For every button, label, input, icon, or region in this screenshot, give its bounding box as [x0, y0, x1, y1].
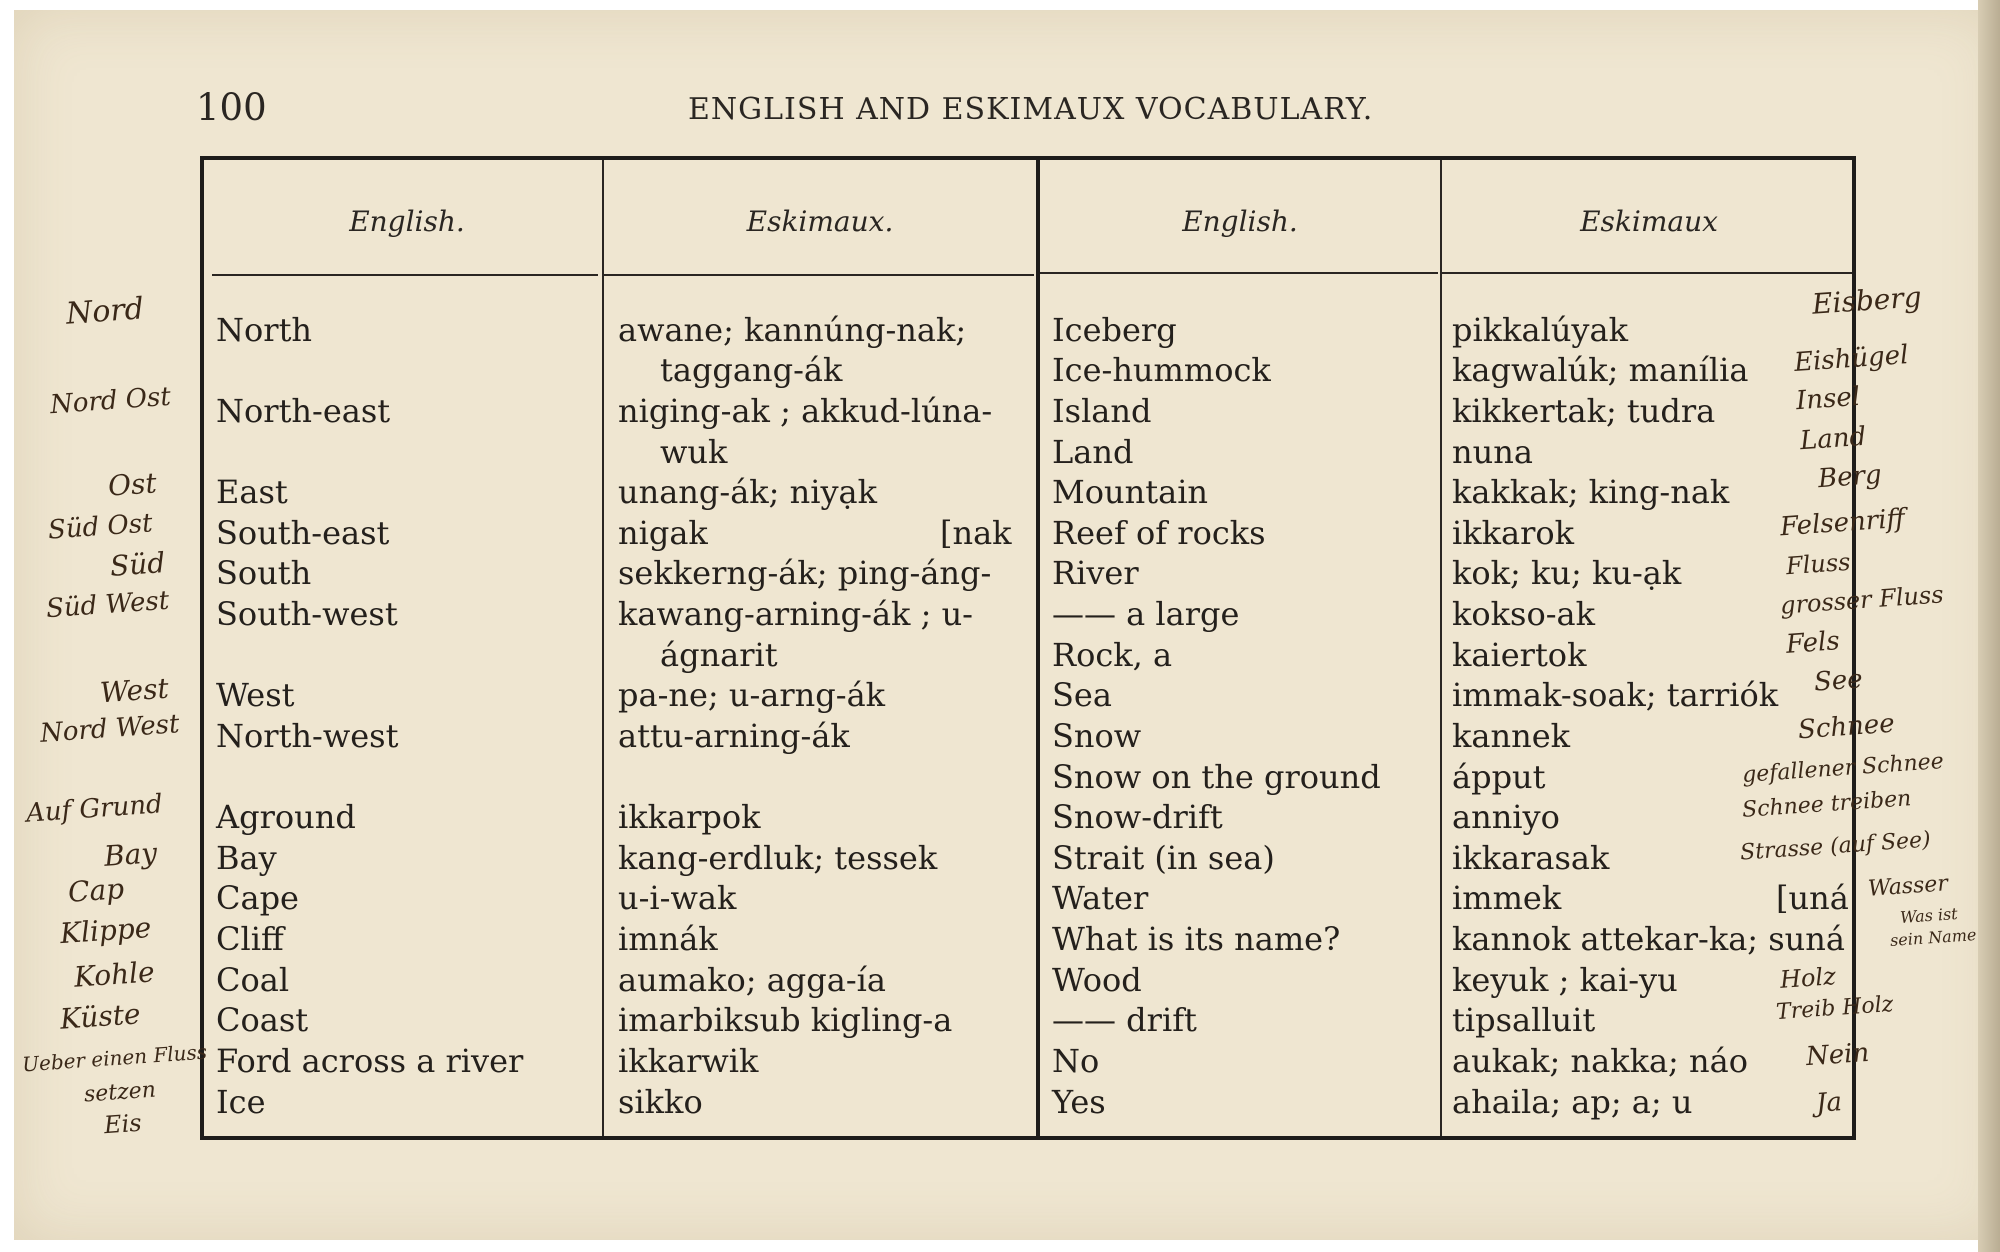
handwritten-note: grosser Fluss [1779, 580, 1945, 620]
list-item: kikkertak; tudra [1452, 392, 1716, 430]
handwritten-note: Süd Ost [47, 508, 154, 546]
list-item: anniyo [1452, 798, 1560, 836]
list-item: attu-arning-ák [618, 717, 850, 755]
list-item: immak-soak; tarriók [1452, 676, 1779, 714]
list-item: pikkalúyak [1452, 311, 1628, 349]
list-item: South-east [216, 514, 390, 552]
handwritten-note: Nord Ost [49, 381, 172, 421]
list-item: keyuk ; kai-yu [1452, 961, 1678, 999]
list-item: South [216, 554, 312, 592]
header-rule [604, 274, 1034, 276]
list-item: Coal [216, 961, 290, 999]
list-item: —— a large [1052, 595, 1240, 633]
list-item: Cliff [216, 920, 284, 958]
list-item: Land [1052, 433, 1134, 471]
list-item: immek [1452, 879, 1562, 917]
handwritten-note: Fluss [1785, 547, 1852, 581]
list-item: River [1052, 554, 1139, 592]
handwritten-note: Fels [1785, 626, 1841, 660]
list-item: —— drift [1052, 1001, 1197, 1039]
list-item: nuna [1452, 433, 1533, 471]
list-item: Bay [216, 839, 277, 877]
list-item: No [1052, 1042, 1100, 1080]
handwritten-note: Auf Grund [25, 789, 164, 829]
list-item: Ford across a river [216, 1042, 524, 1080]
list-item: Strait (in sea) [1052, 839, 1275, 877]
column-divider [602, 160, 604, 1136]
list-item: Cape [216, 879, 299, 917]
list-item: Reef of rocks [1052, 514, 1266, 552]
list-item: West [216, 676, 295, 714]
handwritten-note: Berg [1817, 459, 1883, 495]
list-item: kaiertok [1452, 636, 1587, 674]
handwritten-note: Cap [66, 872, 126, 909]
list-item: pa-ne; u-arng-ák [618, 676, 886, 714]
list-item: Ice [216, 1083, 266, 1121]
handwritten-note: Treib Holz [1775, 991, 1895, 1026]
page-edge [1978, 0, 2000, 1252]
handwritten-note: Eishügel [1793, 340, 1910, 378]
center-divider [1036, 160, 1040, 1136]
list-item: [nak [940, 514, 1012, 552]
handwritten-note: Felsenriff [1779, 503, 1906, 543]
list-item: taggang-ák [660, 351, 843, 389]
list-item: ikkarasak [1452, 839, 1610, 877]
list-item: kawang-arning-ák ; u- [618, 595, 973, 633]
header-eskimaux-1: Eskimaux. [746, 205, 894, 238]
handwritten-note: Eisberg [1810, 280, 1923, 321]
list-item: Mountain [1052, 473, 1209, 511]
list-item: imarbiksub kigling-a [618, 1001, 953, 1039]
handwritten-note: Was ist [1899, 904, 1959, 927]
handwritten-note: Eis [103, 1108, 143, 1140]
handwritten-note: Nein [1805, 1037, 1871, 1073]
handwritten-note: Holz [1779, 962, 1837, 994]
list-item: Water [1052, 879, 1149, 917]
list-item: [uná [1776, 879, 1849, 917]
list-item: ikkarok [1452, 514, 1575, 552]
list-item: Yes [1052, 1083, 1106, 1121]
list-item: nigak [618, 514, 708, 552]
handwritten-note: Süd [108, 546, 167, 583]
list-item: kannok attekar-ka; suná [1452, 920, 1845, 958]
list-item: ápput [1452, 758, 1546, 796]
handwritten-note: Klippe [58, 910, 153, 951]
handwritten-note: setzen [83, 1077, 157, 1108]
list-item: kok; ku; ku-ạk [1452, 554, 1682, 592]
list-item: kakkak; king-nak [1452, 473, 1730, 511]
list-item: North-west [216, 717, 399, 755]
header-rule [1040, 272, 1438, 274]
handwritten-note: Kohle [72, 955, 156, 994]
handwritten-note: See [1813, 664, 1864, 698]
list-item: niging-ak ; akkud-lúna- [618, 392, 993, 430]
header-english-1: English. [349, 205, 465, 238]
list-item: East [216, 473, 288, 511]
handwritten-note: Nord West [39, 709, 181, 749]
handwritten-note: Süd West [45, 585, 171, 625]
list-item: kagwalúk; manília [1452, 351, 1749, 389]
page-number: 100 [196, 86, 267, 129]
list-item: North-east [216, 392, 391, 430]
handwritten-note: Ost [106, 466, 158, 503]
list-item: What is its name? [1052, 920, 1341, 958]
list-item: kang-erdluk; tessek [618, 839, 938, 877]
list-item: Snow on the ground [1052, 758, 1381, 796]
list-item: aumako; agga-ía [618, 961, 886, 999]
list-item: Rock, a [1052, 636, 1173, 674]
list-item: imnák [618, 920, 718, 958]
list-item: sikko [618, 1083, 703, 1121]
list-item: Island [1052, 392, 1152, 430]
list-item: ahaila; ap; a; u [1452, 1083, 1693, 1121]
handwritten-note: West [98, 671, 170, 710]
list-item: kannek [1452, 717, 1571, 755]
handwritten-note: Wasser [1867, 871, 1949, 902]
list-item: unang-ák; niyạk [618, 473, 878, 511]
header-rule [1442, 272, 1852, 274]
list-item: Sea [1052, 676, 1112, 714]
column-divider [1440, 160, 1442, 1136]
list-item: Snow [1052, 717, 1142, 755]
list-item: ikkarpok [618, 798, 761, 836]
running-head: ENGLISH AND ESKIMAUX VOCABULARY. [688, 92, 1374, 127]
handwritten-note: gefallener Schnee [1741, 748, 1945, 789]
handwritten-note: Strasse (auf See) [1739, 827, 1932, 866]
list-item: awane; kannúng-nak; [618, 311, 967, 349]
list-item: aukak; nakka; náo [1452, 1042, 1748, 1080]
handwritten-note: sein Name [1889, 925, 1977, 950]
handwritten-note: Schnee [1797, 708, 1896, 746]
list-item: ikkarwik [618, 1042, 759, 1080]
handwritten-note: Land [1799, 421, 1868, 457]
list-item: sekkerng-ák; ping-áng- [618, 554, 992, 592]
list-item: Iceberg [1052, 311, 1177, 349]
handwritten-note: Ja [1814, 1087, 1843, 1119]
list-item: wuk [660, 433, 728, 471]
list-item: u-i-wak [618, 879, 737, 917]
handwritten-note: Küste [58, 997, 142, 1036]
list-item: kokso-ak [1452, 595, 1596, 633]
list-item: Snow-drift [1052, 798, 1223, 836]
list-item: Ice-hummock [1052, 351, 1271, 389]
list-item: ágnarit [660, 636, 778, 674]
handwritten-note: Ueber einen Fluss [21, 1039, 208, 1077]
handwritten-note: Bay [102, 836, 159, 873]
header-eskimaux-2: Eskimaux [1580, 205, 1718, 238]
list-item: Wood [1052, 961, 1142, 999]
list-item: Coast [216, 1001, 309, 1039]
list-item: South-west [216, 595, 398, 633]
handwritten-note: Insel [1795, 381, 1862, 417]
list-item: tipsalluit [1452, 1001, 1596, 1039]
header-rule [212, 274, 598, 276]
list-item: North [216, 311, 313, 349]
header-english-2: English. [1182, 205, 1298, 238]
list-item: Aground [216, 798, 356, 836]
handwritten-note: Schnee treiben [1741, 786, 1913, 823]
handwritten-note: Nord [64, 291, 145, 332]
